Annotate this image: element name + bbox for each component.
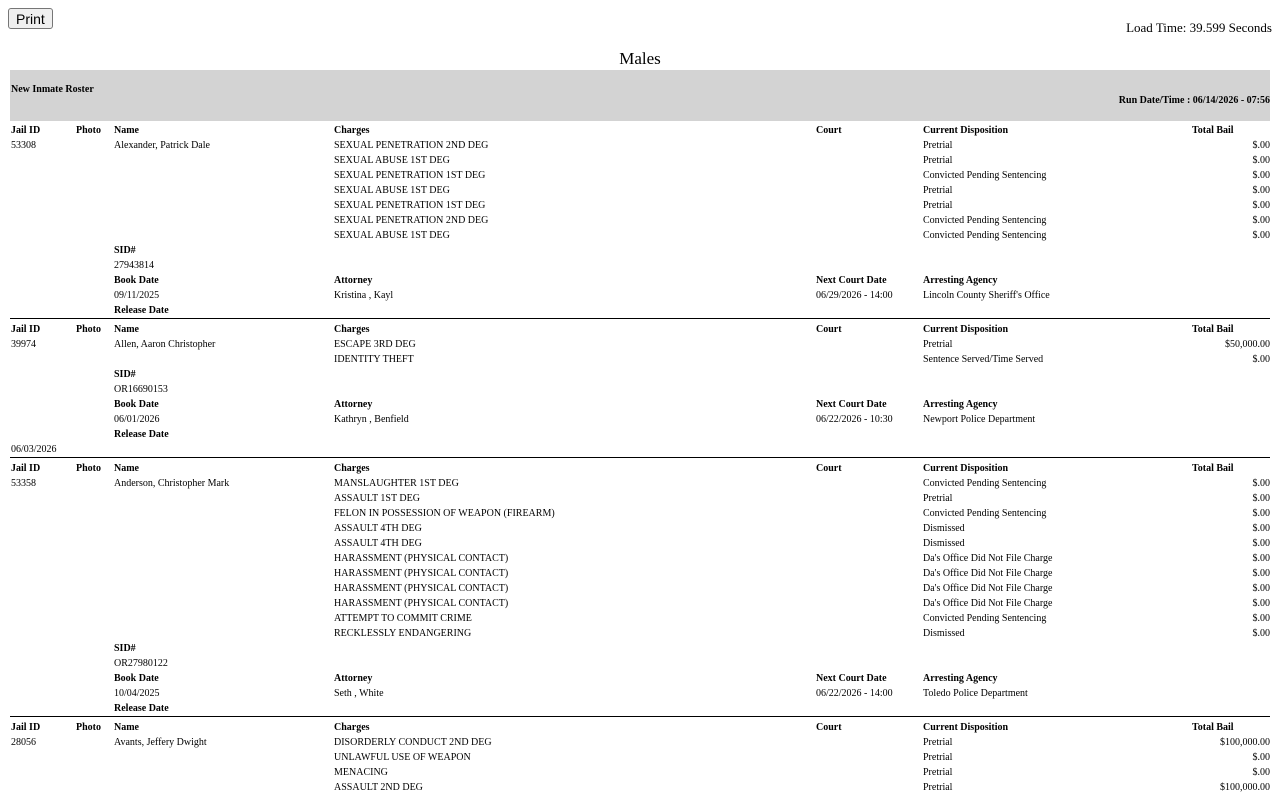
disposition: Dismissed xyxy=(923,628,965,639)
charges-header: Charges xyxy=(334,125,370,136)
charge: SEXUAL PENETRATION 1ST DEG xyxy=(334,200,486,211)
charge: ASSAULT 1ST DEG xyxy=(334,493,420,504)
charge-row xyxy=(10,138,1270,153)
roster-title: New Inmate Roster xyxy=(11,84,94,95)
sid-row xyxy=(10,656,1270,671)
disposition: Convicted Pending Sentencing xyxy=(923,613,1047,624)
column-header-row xyxy=(10,322,1270,337)
disposition: Convicted Pending Sentencing xyxy=(923,215,1047,226)
bail: $.00 xyxy=(1252,767,1270,778)
column-header-row xyxy=(10,461,1270,476)
charge-row xyxy=(10,581,1270,596)
booking-label-row xyxy=(10,671,1270,686)
disposition: Pretrial xyxy=(923,155,953,166)
charge-row xyxy=(10,506,1270,521)
charge: ATTEMPT TO COMMIT CRIME xyxy=(334,613,472,624)
page-title: Males xyxy=(619,49,661,68)
sid-value: 27943814 xyxy=(114,260,154,271)
charge: HARASSMENT (PHYSICAL CONTACT) xyxy=(334,553,509,564)
charge: MANSLAUGHTER 1ST DEG xyxy=(334,478,459,489)
disposition: Dismissed xyxy=(923,523,965,534)
disposition: Convicted Pending Sentencing xyxy=(923,230,1047,241)
book-date: 09/11/2025 xyxy=(114,290,160,301)
release-label-row xyxy=(10,701,1270,716)
run-datetime: Run Date/Time : 06/14/2026 - 07:56 xyxy=(1118,95,1270,106)
bail: $.00 xyxy=(1252,170,1270,181)
arresting-agency: Newport Police Department xyxy=(923,414,1036,425)
charge: ASSAULT 4TH DEG xyxy=(334,538,422,549)
book-date: 06/01/2026 xyxy=(114,414,160,425)
charge-row xyxy=(10,750,1270,765)
bail: $.00 xyxy=(1252,140,1270,151)
charge-row xyxy=(10,198,1270,213)
booking-label-row xyxy=(10,273,1270,288)
charge-row xyxy=(10,780,1270,795)
book-date-label: Book Date xyxy=(114,399,159,410)
bail: $100,000.00 xyxy=(1220,737,1270,748)
inmate-name: Allen, Aaron Christopher xyxy=(114,339,216,350)
charge: HARASSMENT (PHYSICAL CONTACT) xyxy=(334,568,509,579)
attorney-label: Attorney xyxy=(334,275,373,286)
sid-value: OR27980122 xyxy=(114,658,168,669)
arresting-agency: Lincoln County Sheriff's Office xyxy=(923,290,1050,301)
charge: HARASSMENT (PHYSICAL CONTACT) xyxy=(334,598,509,609)
release-label-row xyxy=(10,427,1270,442)
charge-row xyxy=(10,521,1270,536)
release-label-row xyxy=(10,303,1270,318)
charge: IDENTITY THEFT xyxy=(334,354,414,365)
charge-row xyxy=(10,626,1270,641)
load-time: Load Time: 39.599 Seconds xyxy=(1126,20,1272,35)
inmate-records xyxy=(10,123,1270,798)
column-header-row xyxy=(10,123,1270,138)
disposition: Pretrial xyxy=(923,493,953,504)
charge-row xyxy=(10,611,1270,626)
charge: SEXUAL ABUSE 1ST DEG xyxy=(334,185,450,196)
bail-header: Total Bail xyxy=(1192,125,1234,136)
booking-row xyxy=(10,412,1270,427)
jail-id: 53358 xyxy=(11,478,36,489)
charges-header: Charges xyxy=(334,324,370,335)
charges-header: Charges xyxy=(334,722,370,733)
jail-id: 53308 xyxy=(11,140,36,151)
column-header-row xyxy=(10,720,1270,735)
charge: RECKLESSLY ENDANGERING xyxy=(334,628,472,639)
disposition: Convicted Pending Sentencing xyxy=(923,508,1047,519)
charge: SEXUAL ABUSE 1ST DEG xyxy=(334,155,450,166)
charge-row xyxy=(10,476,1270,491)
charge-row xyxy=(10,735,1270,750)
next-court-date: 06/22/2026 - 10:30 xyxy=(816,414,893,425)
charge: UNLAWFUL USE OF WEAPON xyxy=(334,752,471,763)
jail-id-header: Jail ID xyxy=(11,125,41,136)
disposition: Da's Office Did Not File Charge xyxy=(923,568,1053,579)
court-header: Court xyxy=(816,722,842,733)
disposition: Dismissed xyxy=(923,538,965,549)
sid-label-row xyxy=(10,367,1270,382)
bail: $.00 xyxy=(1252,508,1270,519)
arresting-agency: Toledo Police Department xyxy=(923,688,1028,699)
bail: $.00 xyxy=(1252,215,1270,226)
bail: $.00 xyxy=(1252,155,1270,166)
bail: $.00 xyxy=(1252,583,1270,594)
jail-id: 28056 xyxy=(11,737,36,748)
attorney: Kristina , Kayl xyxy=(334,290,394,301)
bail-header: Total Bail xyxy=(1192,463,1234,474)
book-date-label: Book Date xyxy=(114,673,159,684)
inmate-name: Anderson, Christopher Mark xyxy=(114,478,230,489)
charge: MENACING xyxy=(334,767,388,778)
bail: $.00 xyxy=(1252,628,1270,639)
inmate-name: Alexander, Patrick Dale xyxy=(114,140,210,151)
disposition: Pretrial xyxy=(923,737,953,748)
bail: $.00 xyxy=(1252,200,1270,211)
charge-row xyxy=(10,153,1270,168)
sid-value: OR16690153 xyxy=(114,384,168,395)
charge: ASSAULT 2ND DEG xyxy=(334,782,423,793)
attorney: Kathryn , Benfield xyxy=(334,414,409,425)
disposition: Pretrial xyxy=(923,782,953,793)
sid-row xyxy=(10,258,1270,273)
bail: $.00 xyxy=(1252,185,1270,196)
name-header: Name xyxy=(114,324,139,335)
release-date-label: Release Date xyxy=(114,429,169,440)
charge-row xyxy=(10,168,1270,183)
charge: SEXUAL PENETRATION 2ND DEG xyxy=(334,140,489,151)
photo-header: Photo xyxy=(76,125,101,136)
charge-row xyxy=(10,337,1270,352)
next-court-date-label: Next Court Date xyxy=(816,399,887,410)
bail: $.00 xyxy=(1252,538,1270,549)
next-court-date-label: Next Court Date xyxy=(816,275,887,286)
disposition-header: Current Disposition xyxy=(923,125,1009,136)
next-court-date-label: Next Court Date xyxy=(816,673,887,684)
name-header: Name xyxy=(114,722,139,733)
attorney-label: Attorney xyxy=(334,673,373,684)
charge: HARASSMENT (PHYSICAL CONTACT) xyxy=(334,583,509,594)
charge-row xyxy=(10,765,1270,780)
charge-row xyxy=(10,596,1270,611)
bail: $.00 xyxy=(1252,354,1270,365)
release-date-label: Release Date xyxy=(114,305,169,316)
sid-label: SID# xyxy=(114,369,136,380)
court-header: Court xyxy=(816,463,842,474)
sid-row xyxy=(10,382,1270,397)
court-header: Court xyxy=(816,324,842,335)
charge-row xyxy=(10,183,1270,198)
sid-label: SID# xyxy=(114,245,136,256)
print-button[interactable]: Print xyxy=(8,8,53,29)
charge: SEXUAL ABUSE 1ST DEG xyxy=(334,230,450,241)
release-row xyxy=(10,442,1270,457)
sid-label-row xyxy=(10,641,1270,656)
charge: FELON IN POSSESSION OF WEAPON (FIREARM) xyxy=(334,508,555,519)
photo-header: Photo xyxy=(76,324,101,335)
disposition-header: Current Disposition xyxy=(923,722,1009,733)
inmate-record xyxy=(10,461,1270,717)
bail: $.00 xyxy=(1252,752,1270,763)
inmate-record xyxy=(10,322,1270,458)
charge-row xyxy=(10,536,1270,551)
disposition: Pretrial xyxy=(923,752,953,763)
bail-header: Total Bail xyxy=(1192,324,1234,335)
disposition-header: Current Disposition xyxy=(923,324,1009,335)
book-date-label: Book Date xyxy=(114,275,159,286)
release-date-label: Release Date xyxy=(114,703,169,714)
disposition: Da's Office Did Not File Charge xyxy=(923,553,1053,564)
inmate-name: Avants, Jeffery Dwight xyxy=(114,737,207,748)
court-header: Court xyxy=(816,125,842,136)
disposition: Pretrial xyxy=(923,185,953,196)
next-court-date: 06/22/2026 - 14:00 xyxy=(816,688,893,699)
name-header: Name xyxy=(114,125,139,136)
book-date: 10/04/2025 xyxy=(114,688,160,699)
bail: $.00 xyxy=(1252,478,1270,489)
disposition: Pretrial xyxy=(923,339,953,350)
charge-row xyxy=(10,551,1270,566)
inmate-record xyxy=(10,123,1270,319)
bail: $.00 xyxy=(1252,598,1270,609)
disposition: Pretrial xyxy=(923,200,953,211)
photo-header: Photo xyxy=(76,463,101,474)
disposition-header: Current Disposition xyxy=(923,463,1009,474)
charge-row xyxy=(10,213,1270,228)
bail: $.00 xyxy=(1252,613,1270,624)
bail: $.00 xyxy=(1252,523,1270,534)
sid-label-row xyxy=(10,243,1270,258)
bail-header: Total Bail xyxy=(1192,722,1234,733)
charge-row xyxy=(10,228,1270,243)
arresting-agency-label: Arresting Agency xyxy=(923,673,998,684)
disposition: Sentence Served/Time Served xyxy=(923,354,1044,365)
charge: SEXUAL PENETRATION 1ST DEG xyxy=(334,170,486,181)
arresting-agency-label: Arresting Agency xyxy=(923,275,998,286)
jail-id-header: Jail ID xyxy=(11,324,41,335)
bail: $.00 xyxy=(1252,553,1270,564)
release-date: 06/03/2026 xyxy=(11,444,57,455)
booking-row xyxy=(10,686,1270,701)
jail-id-header: Jail ID xyxy=(11,722,41,733)
disposition: Da's Office Did Not File Charge xyxy=(923,598,1053,609)
booking-label-row xyxy=(10,397,1270,412)
charge-row xyxy=(10,352,1270,367)
jail-id-header: Jail ID xyxy=(11,463,41,474)
arresting-agency-label: Arresting Agency xyxy=(923,399,998,410)
charge: SEXUAL PENETRATION 2ND DEG xyxy=(334,215,489,226)
bail: $.00 xyxy=(1252,493,1270,504)
bail: $.00 xyxy=(1252,568,1270,579)
charge-row xyxy=(10,491,1270,506)
disposition: Pretrial xyxy=(923,140,953,151)
jail-id: 39974 xyxy=(11,339,36,350)
next-court-date: 06/29/2026 - 14:00 xyxy=(816,290,893,301)
attorney-label: Attorney xyxy=(334,399,373,410)
photo-header: Photo xyxy=(76,722,101,733)
disposition: Pretrial xyxy=(923,767,953,778)
charge: ESCAPE 3RD DEG xyxy=(334,339,416,350)
attorney: Seth , White xyxy=(334,688,384,699)
bail: $100,000.00 xyxy=(1220,782,1270,793)
disposition: Da's Office Did Not File Charge xyxy=(923,583,1053,594)
booking-row xyxy=(10,288,1270,303)
charge: DISORDERLY CONDUCT 2ND DEG xyxy=(334,737,492,748)
bail: $.00 xyxy=(1252,230,1270,241)
charges-header: Charges xyxy=(334,463,370,474)
charge-row xyxy=(10,566,1270,581)
bail: $50,000.00 xyxy=(1225,339,1270,350)
disposition: Convicted Pending Sentencing xyxy=(923,478,1047,489)
charge: ASSAULT 4TH DEG xyxy=(334,523,422,534)
name-header: Name xyxy=(114,463,139,474)
sid-label: SID# xyxy=(114,643,136,654)
disposition: Convicted Pending Sentencing xyxy=(923,170,1047,181)
inmate-record xyxy=(10,720,1270,795)
roster-header xyxy=(10,70,1270,121)
